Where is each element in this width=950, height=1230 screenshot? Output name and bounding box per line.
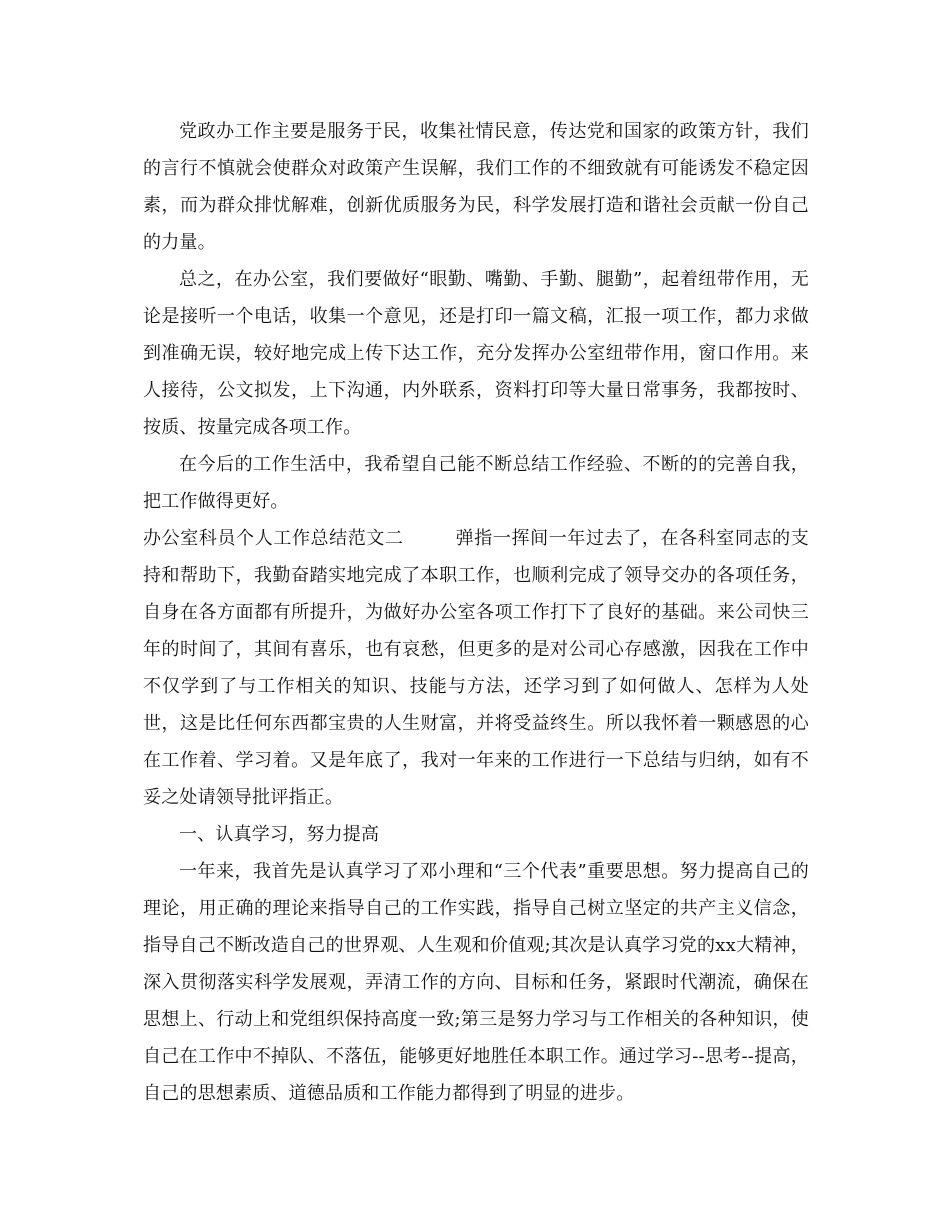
document-page [143,113,809,1112]
section-intro: 弹指一挥间一年过去了，在各科室同志的支持和帮助下，我勤奋踏实地完成了本职工作，也顺利完成了领导交办的各项任务，自身在各方面都有所提升，为做好办公室各项工作打下了良好的基础。来公司快三年的时间了，其间有喜乐，也有哀愁，但更多的是对公司心存感激，因我在工作中不仅学到了与工作相关的知识、技能与方法，还学习到了如何做人、怎样为人处世，这是比任何东西都宝贵的人生财富，并将受益终生。所以我怀着一颗感恩的心在工作着、学习着。又是年底了，我对一年来的工作进行一下总结与归纳，如有不妥之处请领导批评指正。 [143,528,809,808]
paragraph-service: 党政办工作主要是服务于民，收集社情民意，传达党和国家的政策方针，我们的言行不慎就会使群众对政策产生误解，我们工作的不细致就有可能诱发不稳定因素，而为群众排忧解难，创新优质服务为民，科学发展打造和谐社会贡献一份自己的力量。 [143,121,809,253]
heading-study: 一、认真学习，努力提高 [179,824,380,845]
section-paragraph [143,520,809,816]
section-title: 办公室科员个人工作总结范文二 [143,528,404,549]
paragraph-study: 一年来，我首先是认真学习了邓小理和“三个代表”重要思想。努力提高自己的理论，用正确的理论来指导自己的工作实践，指导自己树立坚定的共产主义信念，指导自己不断改造自己的世界观、人生观和价值观;其次是认真学习党的xx大精神，深入贯彻落实科学发展观，弄清工作的方向、目标和任务，紧跟时代潮流，确保在思想上、行动上和党组织保持高度一致;第三是努力学习与工作相关的各种知识，使自己在工作中不掉队、不落伍，能够更好地胜任本职工作。通过学习--思考--提高，自己的思想素质、道德品质和工作能力都得到了明显的进步。 [143,861,809,1104]
paragraph-summary: 总之，在办公室，我们要做好“眼勤、嘴勤、手勤、腿勤”，起着纽带作用，无论是接听一个电话，收集一个意见，还是打印一篇文稿，汇报一项工作，都力求做到准确无误，较好地完成上传下达工作，充分发挥办公室纽带作用，窗口作用。来人接待，公文拟发，上下沟通，内外联系，资料打印等大量日常事务，我都按时、按质、按量完成各项工作。 [143,269,809,438]
paragraph-future: 在今后的工作生活中，我希望自己能不断总结工作经验、不断的的完善自我，把工作做得更好。 [143,454,809,512]
